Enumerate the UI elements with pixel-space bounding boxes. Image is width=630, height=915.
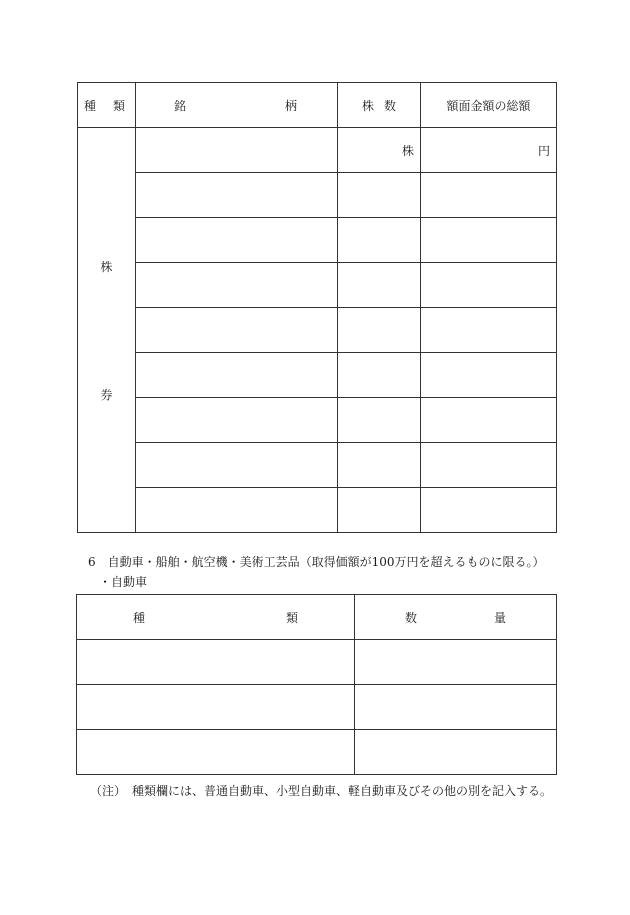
vehicle-quantity-cell[interactable]: [355, 730, 557, 775]
stock-brand-cell[interactable]: [136, 398, 338, 443]
header-count-char-1: 株: [362, 98, 375, 113]
stock-row: [78, 308, 557, 353]
stock-total-unit: 円: [421, 128, 557, 173]
header-brand-char-1: 銘: [174, 98, 187, 113]
header-kind-char-1: 種: [84, 98, 97, 113]
stock-brand-cell[interactable]: [136, 173, 338, 218]
section6-title: 6 自動車・船舶・航空機・美術工芸品（取得価額が100万円を超えるものに限る。）: [88, 555, 545, 569]
stock-brand-cell[interactable]: [136, 128, 338, 173]
vehicle-kind-cell[interactable]: [77, 730, 355, 775]
vehicle-quantity-cell[interactable]: [355, 685, 557, 730]
stock-row: [78, 488, 557, 533]
vehicles-header-row: [77, 595, 557, 640]
header-vehicle-quantity: [355, 595, 557, 640]
stock-row: [78, 218, 557, 263]
stock-brand-cell[interactable]: [136, 488, 338, 533]
header-vehicle-kind: [77, 595, 355, 640]
stock-total-cell[interactable]: [421, 353, 557, 398]
stock-total-cell[interactable]: [421, 488, 557, 533]
header-total: 額面金額の総額: [421, 83, 557, 128]
stock-total-cell[interactable]: [421, 308, 557, 353]
vehicle-kind-cell[interactable]: [77, 685, 355, 730]
stock-row: [78, 173, 557, 218]
stock-row: [78, 263, 557, 308]
stock-brand-cell[interactable]: [136, 353, 338, 398]
header-count-char-2: 数: [383, 98, 396, 113]
stock-count-cell[interactable]: [338, 443, 421, 488]
vehicle-kind-cell[interactable]: [77, 640, 355, 685]
header-vehicle-quantity-char-1: 数: [405, 610, 418, 625]
vehicles-table: [76, 594, 557, 775]
stock-row: [78, 398, 557, 443]
header-vehicle-kind-char-2: 類: [285, 610, 298, 625]
stock-row: [78, 443, 557, 488]
stocks-header-row: [78, 83, 557, 128]
stock-brand-cell[interactable]: [136, 308, 338, 353]
header-kind-char-2: 類: [112, 98, 125, 113]
section6-subtitle: ・自動車: [99, 575, 148, 589]
stock-row: [78, 353, 557, 398]
stock-total-cell[interactable]: [421, 263, 557, 308]
stock-count-cell[interactable]: [338, 173, 421, 218]
stock-count-cell[interactable]: [338, 263, 421, 308]
kind-char-2: 券: [100, 388, 113, 402]
stock-count-cell[interactable]: [338, 353, 421, 398]
stock-count-cell[interactable]: [338, 308, 421, 353]
header-brand: [136, 83, 338, 128]
header-kind: [78, 83, 136, 128]
header-vehicle-quantity-char-2: 量: [493, 610, 506, 625]
vehicle-quantity-cell[interactable]: [355, 640, 557, 685]
stock-total-cell[interactable]: [421, 173, 557, 218]
stock-brand-cell[interactable]: [136, 443, 338, 488]
stocks-table: [77, 82, 557, 533]
header-count: [338, 83, 421, 128]
stock-count-unit: 株: [338, 128, 421, 173]
vehicle-row: [77, 730, 557, 775]
vehicle-row: [77, 640, 557, 685]
header-vehicle-kind-char-1: 種: [133, 610, 146, 625]
stock-count-cell[interactable]: [338, 218, 421, 263]
kind-char-1: 株: [100, 260, 113, 274]
stock-total-cell[interactable]: [421, 218, 557, 263]
stock-brand-cell[interactable]: [136, 263, 338, 308]
note-text: （注） 種類欄には、普通自動車、小型自動車、軽自動車及びその他の別を記入する。: [90, 784, 553, 798]
kind-cell: [78, 128, 136, 533]
stock-total-cell[interactable]: [421, 398, 557, 443]
stock-brand-cell[interactable]: [136, 218, 338, 263]
stock-count-cell[interactable]: [338, 398, 421, 443]
stock-count-cell[interactable]: [338, 488, 421, 533]
stock-row: [78, 128, 557, 173]
vehicle-row: [77, 685, 557, 730]
header-brand-char-2: 柄: [284, 98, 297, 113]
stock-total-cell[interactable]: [421, 443, 557, 488]
